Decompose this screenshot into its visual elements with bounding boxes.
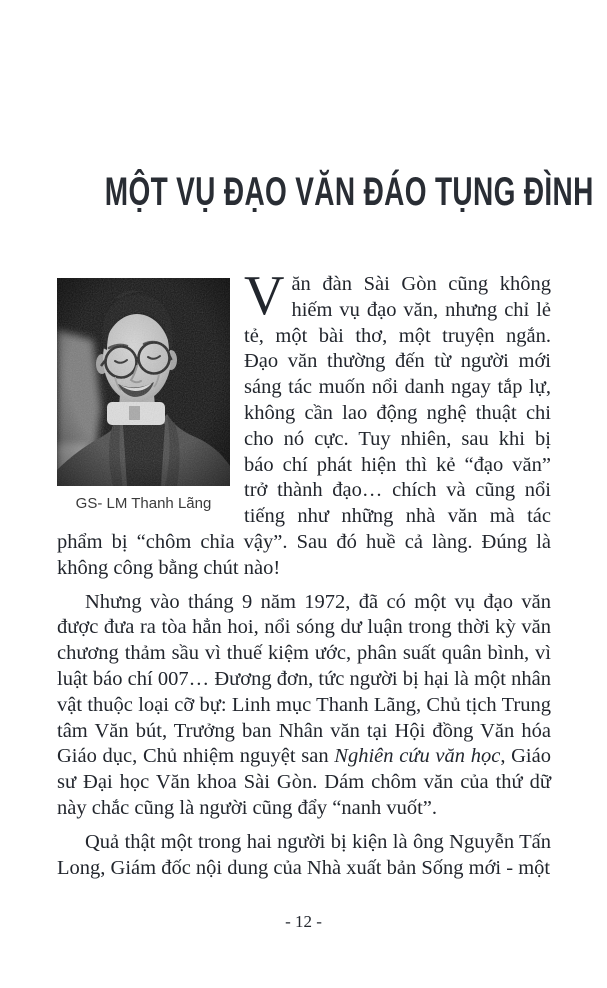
portrait-figure [57, 278, 230, 513]
page-number: - 12 - [285, 912, 322, 931]
page-content [57, 265, 551, 881]
chapter-title [0, 0, 607, 214]
paragraph-3 [57, 830, 551, 882]
chapter-title-text: MỘT VỤ ĐẠO VĂN ĐÁO TỤNG ĐÌNH [104, 170, 594, 214]
drop-cap: V [244, 265, 285, 327]
journal-name: Nghiên cứu văn học [334, 745, 501, 768]
paragraph-3-text: Quả thật một trong hai người bị kiện là ông Nguyễn Tấn Long, Giám đốc nội dung của Nhà xuất bản Sống mới - một [57, 830, 551, 879]
paragraph-1-text: ăn đàn Sài Gòn cũng không hiếm vụ đạo văn, nhưng chỉ lẻ tẻ, một bài thơ, một truyện ngắn. Đạo văn thường đến từ người mới sáng tác muốn nổi danh ngay tắp lự, không cần lao động nghệ thuật chi cho nó cực. Tuy nhiên, sau khi bị báo chí phát hiện thì kẻ “đạo văn” trở thành đạo… chích và cũng nổi tiếng như những nhà văn mà tác phẩm bị “chôm chỉa vậy”. Sau đó huề cả làng. Đúng là không công bằng chút nào! [57, 273, 551, 579]
portrait-photo [57, 278, 230, 486]
photo-caption: GS- LM Thanh Lãng [75, 495, 212, 512]
paragraph-2 [57, 590, 551, 822]
paragraph-2-text-a: Nhưng vào tháng 9 năm 1972, đã có một vụ đạo văn được đưa ra tòa hẳn hoi, nổi sóng dư luận trong thời kỳ văn chương thảm sầu vì thuế kiệm ước, phân suất quân bình, vì luật báo chí 007… Đương đơn, tức người bị hại là một nhân vật thuộc loại cỡ bự: Linh mục Thanh Lãng, Chủ tịch Trung tâm Văn bút, Trưởng ban Nhân văn tại Hội đồng Văn hóa Giáo dục, Chủ nhiệm nguyệt san [57, 590, 551, 768]
paragraph-2-text-b: , Giáo sư Đại học Văn khoa Sài Gòn. Dám chôm văn của thứ dữ này chắc cũng là người cũng đẩy “nanh vuốt”. [57, 745, 551, 819]
